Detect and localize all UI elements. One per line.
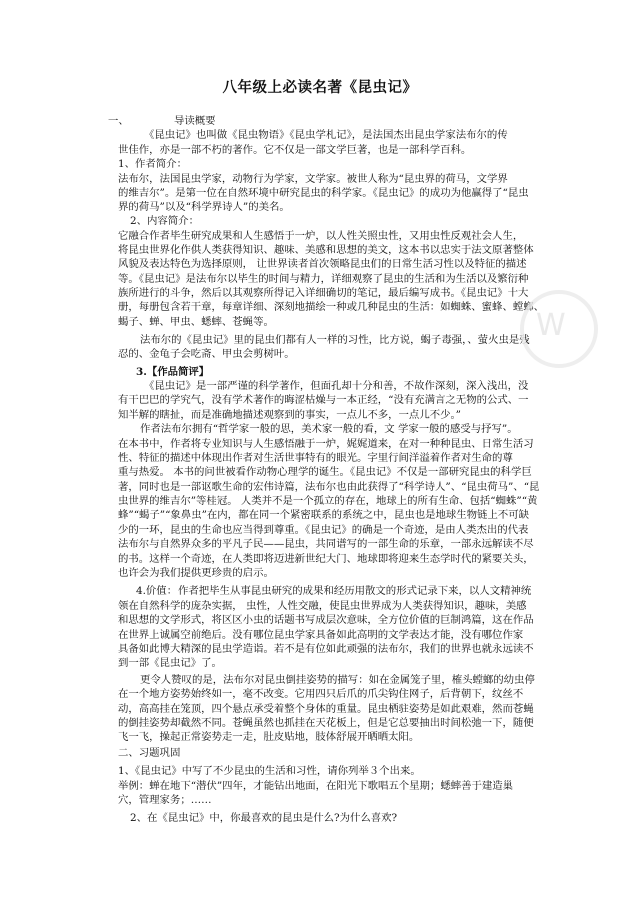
- author-line-1: 法布尔，法国昆虫学家，动物行为学家，文学家。被世人称为“昆虫界的荷马，文学界: [118, 173, 508, 185]
- review-line-7: 重与热爱。 本书的问世被看作动物心理学的诞生。《昆虫记》不仅是一部研究昆虫的科学巨: [118, 466, 532, 478]
- author-line-3: 界的荷马”以及“科学界诗人”的美名。: [118, 201, 290, 213]
- document-title: 八年级上必读名著《昆虫记》: [222, 79, 418, 96]
- content-line-6: 册，每册包含若干章，每章详细、深刻地描绘一种或几种昆虫的生活：如蜘蛛、蜜蜂、螳螂、: [118, 301, 545, 313]
- intro-line-2: 世佳作，亦是一部不朽的著作。它不仅是一部文学巨著，也是一部科学百科。: [118, 144, 472, 156]
- review-line-14: 也许会为我们提供更珍贵的启示。: [118, 567, 274, 579]
- question-1: 1、《昆虫记》中写了不少昆虫的生活和习性，请你列举３个出来。: [118, 765, 421, 777]
- watermark-glyph: W: [536, 308, 566, 343]
- review-line-10: 蜂”“蝎子”“象鼻虫”在内，都在同一个紧密联系的系统之中，昆虫也是地球生物链上不可缺: [118, 509, 530, 521]
- review-line-4: 作者法布尔拥有“哲学家一般的思，美术家一般的看，文 学家一般的感受与抒写”。: [140, 423, 518, 435]
- value-line-7: 更令人赞叹的是，法布尔对昆虫倒挂姿势的描写：如在金属笼子里，榷头螳螂的幼虫停: [140, 674, 535, 686]
- content-line-5: 族所进行的斗争，然后以其观察所得记入详细确切的笔记，最后编写成书。《昆虫记》十大: [118, 287, 529, 299]
- question-1-example-1: 举例：蝉在地下“潜伏”四年，才能钻出地面，在阳光下歌唱五个星期；蟋蟀善于建造巢: [118, 780, 514, 792]
- content-line-7: 蝎子、蝉、甲虫、蟋蟀、苍蝇等。: [118, 316, 274, 328]
- review-line-13: 的书。这样一个奇迹，在人类即将迈进新世纪大门、地球即将迎来生态学时代的紧要关头，: [118, 553, 534, 565]
- content-line-9: 忍的、金龟子会吃斋、甲虫会剪树叶。: [118, 348, 295, 360]
- content-line-2: 将昆虫世界化作供人类获得知识、趣味、美感和思想的美文，这本书以忠实于法文原著整体: [118, 244, 534, 256]
- review-heading: 3.【作品简评】: [136, 366, 210, 378]
- value-line-6: 到一部《昆虫记》了。: [118, 657, 222, 669]
- content-line-8: 法布尔的《昆虫记》里的昆虫们都有人一样的习性，比方说，蝎子毒强，、萤火虫是残: [140, 334, 530, 346]
- review-line-12: 法布尔与自然界众多的平凡子民——昆虫，共同谱写的一部生命的乐章，一部永远解读不尽: [118, 538, 534, 550]
- value-line-9: 动，高高挂在笼顶，四个悬点承受着整个身体的重量。昆虫栖驻姿势是如此艰难，然而苍蝇: [118, 703, 534, 715]
- content-heading: 2、内容简介：: [130, 215, 199, 227]
- section1-title: 导读概要: [174, 115, 216, 127]
- intro-line-1: 《昆虫记》也叫做《昆虫物语》《昆虫学札记》，是法国杰出昆虫学家法布尔的传: [144, 129, 508, 141]
- value-line-1: 作者把毕生从事昆虫研究的成果和经历用散文的形式记录下来，以人文精神统: [178, 585, 532, 597]
- question-2: 2、在《昆虫记》中，你最喜欢的昆虫是什么?为什么喜欢?: [130, 812, 398, 824]
- review-line-8: 著，同时也是一部讴歌生命的宏伟诗篇，法布尔也由此获得了“科学诗人”、“昆虫荷马”、“昆: [118, 481, 540, 493]
- content-line-1: 它融合作者毕生研究成果和人生感悟于一炉，以人性关照虫性，又用虫性反观社会人生，: [118, 230, 524, 242]
- section2-heading: 二、习题巩固: [118, 747, 181, 759]
- review-line-5: 在本书中，作者将专业知识与人生感悟融于一炉，娓娓道来，在对一种种昆虫、日常生活习: [118, 438, 534, 450]
- value-line-11: 飞一飞，操起正常姿势走一走，肚皮贴地，肢体舒展开晒晒太阳。: [118, 731, 420, 743]
- value-line-5: 具备如此博大精深的昆虫学造诣。若不是有位如此顽强的法布尔，我们的世界也就永远读不: [118, 643, 534, 655]
- section1-number: 一、: [108, 115, 129, 127]
- value-heading: 4.价值：: [136, 585, 178, 597]
- watermark-logo: [520, 290, 598, 368]
- author-line-2: 的维吉尔”。是第一位在自然环境中研究昆虫的科学家。《昆虫记》的成功为他赢得了“昆虫: [118, 187, 529, 199]
- review-line-3: 知半解的瞎扯，而是准确地描述观察到的事实，一点儿不多，一点儿不少。”: [118, 409, 461, 421]
- review-line-11: 少的一环，昆虫的生命也应当得到尊重。《昆虫记》的确是一个奇迹，是由人类杰出的代表: [118, 524, 529, 536]
- value-line-8: 在一个地方姿势始终如一，毫不改变。它用四只后爪的爪尖钩住网子，后背朝下，纹丝不: [118, 688, 524, 700]
- value-line-2: 领在自然科学的庞杂实据， 虫性，人性交融，使昆虫世界成为人类获得知识，趣味，美感: [118, 600, 527, 612]
- review-line-9: 虫世界的维吉尔”等桂冠。 人类并不是一个孤立的存在，地球上的所有生命、包括“蜘蛛”“黄: [118, 495, 538, 507]
- value-line-3: 和思想的文学形式，将区区小虫的话题书写成层次意味，全方位价值的巨制鸿篇，这在作品: [118, 614, 534, 626]
- value-line-10: 的倒挂姿势却截然不同。苍蝇虽然也抓挂在天花板上，但是它总要抽出时间松弛一下，随便: [118, 717, 534, 729]
- review-line-6: 性、特征的描述中体现出作者对生活世事特有的眼光。字里行间洋溢着作者对生命的尊: [118, 452, 513, 464]
- question-1-example-2: 穴，管理家务；……: [118, 794, 212, 806]
- author-heading: 1、作者简介：: [118, 158, 187, 170]
- content-line-3: 风貌及表达特色为选择原则， 让世界读者首次领略昆虫们的日常生活习性以及特征的描述: [118, 258, 527, 270]
- review-line-1: 《昆虫记》是一部严谨的科学著作，但面孔却十分和善，不故作深刻，深入浅出，没: [144, 380, 529, 392]
- value-line-4: 在世界上诚属空前绝后。没有哪位昆虫学家具备如此高明的文学表达才能，没有哪位作家: [118, 629, 524, 641]
- content-line-4: 等。《昆虫记》是法布尔以毕生的时间与精力，详细观察了昆虫的生活和为生活以及繁衍种: [118, 273, 529, 285]
- review-line-2: 有干巴巴的学究气，没有学术著作的晦涩枯燥与一本正经，“没有充满言之无物的公式、一: [118, 394, 529, 406]
